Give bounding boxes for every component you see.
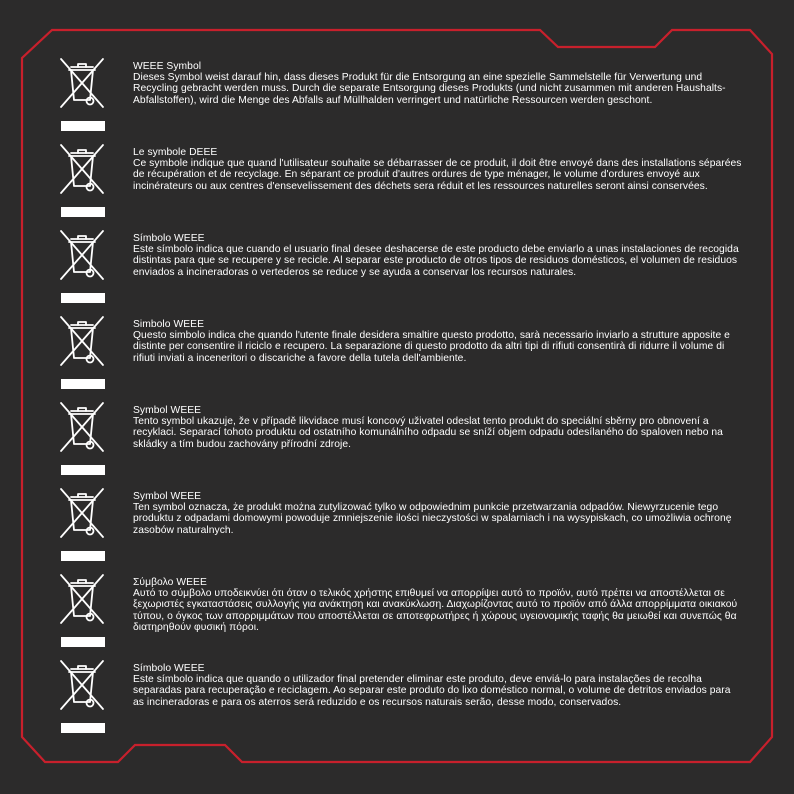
crossed-out-wheelie-bin-icon xyxy=(57,313,107,369)
weee-text-block xyxy=(133,663,743,708)
weee-text-block xyxy=(133,61,743,106)
weee-symbol xyxy=(57,571,107,647)
entry-title: Σύμβολο WEEE xyxy=(133,577,207,588)
weee-solid-bar xyxy=(61,723,105,733)
weee-solid-bar xyxy=(61,293,105,303)
weee-symbol xyxy=(57,313,107,389)
crossed-out-wheelie-bin-icon xyxy=(57,571,107,627)
weee-solid-bar xyxy=(61,465,105,475)
weee-text-block xyxy=(133,147,743,192)
weee-text-block xyxy=(133,491,743,536)
weee-entry xyxy=(55,55,745,135)
entry-title: Symbol WEEE xyxy=(133,491,202,502)
weee-solid-bar xyxy=(61,551,105,561)
entry-body: Ten symbol oznacza, że produkt można zutylizować tylko w odpowiednim punkcie przetwarzania odpadów. Niewyrzucenie tego produktu z odpadami domowymi powoduje zmniejszenie ilości nieczystości w spalarniach i na wysypiskach, co umożliwia ochronę zasobów naturalnych. xyxy=(133,502,732,536)
weee-solid-bar xyxy=(61,121,105,131)
weee-entry xyxy=(55,399,745,479)
weee-text-block xyxy=(133,577,743,633)
entry-body: Dieses Symbol weist darauf hin, dass dieses Produkt für die Entsorgung an eine spezielle Sammelstelle für Verwertung und Recycling gebracht werden muss. Durch die separate Entsorgung dieses Produkts (und nicht zusammen mit anderen Haushalts-Abfallstoffen), wird die Menge des Abfalls auf Müllhalden verringert und natürliche Ressourcen werden geschont. xyxy=(133,72,726,106)
weee-solid-bar xyxy=(61,379,105,389)
weee-entry xyxy=(55,485,745,565)
weee-solid-bar xyxy=(61,637,105,647)
entry-title: Le symbole DEEE xyxy=(133,147,218,158)
weee-text-block xyxy=(133,233,743,278)
crossed-out-wheelie-bin-icon xyxy=(57,227,107,283)
weee-entry xyxy=(55,657,745,737)
weee-entry xyxy=(55,227,745,307)
weee-entry xyxy=(55,313,745,393)
weee-symbol xyxy=(57,227,107,303)
weee-text-block xyxy=(133,405,743,450)
entry-body: Este símbolo indica que quando o utilizador final pretender eliminar este produto, deve enviá-lo para instalações de recolha separadas para recuperação e reciclagem. Ao separar este produto do lixo doméstico normal, o volume de detritos enviados para as incineradoras e para os aterros será reduzido e os recursos naturais serão, desse modo, conservados. xyxy=(133,674,731,708)
weee-entry xyxy=(55,571,745,651)
weee-text-block xyxy=(133,319,743,364)
entry-title: Símbolo WEEE xyxy=(133,233,205,244)
weee-entry xyxy=(55,141,745,221)
entry-title: WEEE Symbol xyxy=(133,61,202,72)
weee-symbol xyxy=(57,141,107,217)
entry-body: Ce symbole indique que quand l'utilisateur souhaite se débarrasser de ce produit, il doit être envoyé dans des installations séparées de récupération et de recyclage. En séparant ce produit d'autres ordures de type ménager, le volume d'ordures envoyé aux incinérateurs ou aux centres d'ensevelissement des déchets sera réduit et les ressources naturelles seront ainsi conservées. xyxy=(133,158,742,192)
entry-title: Symbol WEEE xyxy=(133,405,202,416)
crossed-out-wheelie-bin-icon xyxy=(57,399,107,455)
weee-symbol xyxy=(57,399,107,475)
weee-symbol xyxy=(57,55,107,131)
crossed-out-wheelie-bin-icon xyxy=(57,485,107,541)
crossed-out-wheelie-bin-icon xyxy=(57,141,107,197)
entry-body: Tento symbol ukazuje, že v případě likvidace musí koncový uživatel odeslat tento produkt do speciální sběrny pro obnovení a recyklaci. Separací tohoto produktu od ostatního komunálního odpadu se sníží objem odpadu odesílaného do spaloven nebo na skládky a tím budou zachovány přírodní zdroje. xyxy=(133,416,723,450)
weee-solid-bar xyxy=(61,207,105,217)
weee-symbol xyxy=(57,657,107,733)
entry-body: Este símbolo indica que cuando el usuario final desee deshacerse de este producto debe enviarlo a unas instalaciones de recogida distintas para que se recupere y se recicle. Al separar este producto de otros tipos de residuos domésticos, el volumen de residuos enviados a incineradoras o vertederos se reduce y se ayuda a conservar los recursos naturales. xyxy=(133,244,739,278)
entry-body: Questo simbolo indica che quando l'utente finale desidera smaltire questo prodotto, sarà necessario inviarlo a strutture apposite e distinte per consentire il riciclo e recupero. La separazione di questo prodotto da altri tipi di rifiuti consentirà di ridurre il volume di rifiuti inviati a inceneritori o discariche a favore della tutela dell'ambiente. xyxy=(133,330,730,364)
weee-symbol xyxy=(57,485,107,561)
crossed-out-wheelie-bin-icon xyxy=(57,657,107,713)
entry-title: Simbolo WEEE xyxy=(133,319,204,330)
crossed-out-wheelie-bin-icon xyxy=(57,55,107,111)
entry-title: Símbolo WEEE xyxy=(133,663,205,674)
entry-body: Αυτό το σύμβολο υποδεικνύει ότι όταν ο τελικός χρήστης επιθυμεί να απορρίψει αυτό το προϊόν, αυτό πρέπει να αποστέλλεται σε ξεχωριστές εγκαταστάσεις συλλογής για ανάκτηση και ανακύκλωση. Διαχωρίζοντας αυτό το προϊόν από άλλα απορρίμματα οικιακού τύπου, ο όγκος των απορριμμάτων που αποστέλλεται σε αποτεφρωτήρες ή χώρους υγειονομικής ταφής θα μειωθεί και συνεπώς θα διατηρηθούν φυσική πόροι. xyxy=(133,588,738,633)
